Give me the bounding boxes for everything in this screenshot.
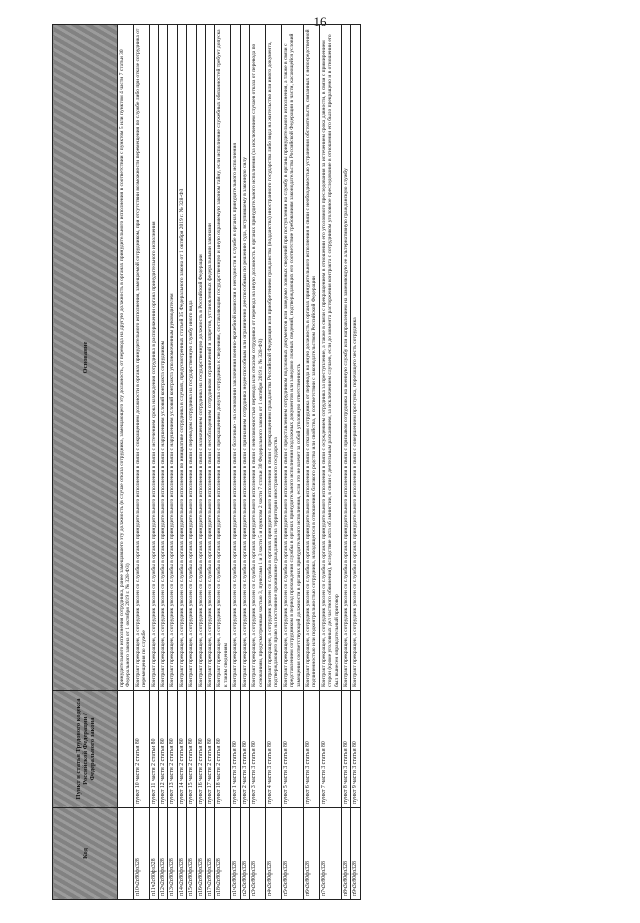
cell-code: п15ч2с80фз328 — [187, 808, 196, 900]
cell-code: п6ч3с80фз328 — [303, 808, 319, 900]
table-row — [351, 25, 360, 900]
table-row — [177, 25, 186, 900]
cell-code: п16ч2с80фз328 — [196, 808, 205, 900]
cell-point: пункт 16 части 2 статьи 80 — [196, 691, 205, 808]
table-row — [319, 25, 341, 900]
cell-point: пункт 5 части 3 статьи 80 — [281, 691, 303, 808]
cell-basis: Контракт прекращен, а сотрудник уволен со службы в органах принудительного исполнения в связи с совершением проступка, порочащего честь сотрудника — [351, 25, 360, 691]
table-row — [265, 25, 281, 900]
cell-code: п8ч3с80фз328 — [341, 808, 350, 900]
cell-basis: Контракт прекращен, а сотрудник уволен со службы в органах принудительного исполнения в связи с нарушением условий контракта уполномоченным руководителем — [168, 25, 177, 691]
table-row — [215, 25, 231, 900]
codes-table — [52, 24, 361, 900]
cell-basis: Контракт прекращен, а сотрудник уволен со службы в органах принудительного исполнения в связи с несоблюдением сотрудником ограничений и запретов, установленных федеральными законами — [206, 25, 215, 691]
table-row — [231, 25, 240, 900]
table-row — [341, 25, 350, 900]
cell-code: п9ч3с80фз328 — [351, 808, 360, 900]
cell-point: пункт 9 части 3 статьи 80 — [351, 691, 360, 808]
table-row — [281, 25, 303, 900]
cell-basis: Контракт прекращен, а сотрудник уволен со службы в органах принудительного исполнения в связи с прекращением допуска сотрудника к сведениям, составляющим государственную и иную охраняемую законом тайну, если исполнение служебных обязанностей требует допуска к таким сведениям — [215, 25, 231, 691]
cell-point — [118, 691, 134, 808]
header-point: Пункт и статья Трудового кодекса Российской Федерации / Федерального закона — [53, 691, 118, 808]
cell-basis: Контракт прекращен, а сотрудник уволен со службы в органах принудительного исполнения в связи с переводом сотрудника на государственную службу иного вида — [187, 25, 196, 691]
cell-code: п2ч3с80фз328 — [240, 808, 249, 900]
cell-point: пункт 4 части 3 статьи 80 — [265, 691, 281, 808]
rotated-table-container — [52, 25, 598, 900]
cell-point: пункт 6 части 3 статьи 80 — [303, 691, 319, 808]
cell-point: пункт 10 части 2 статьи 80 — [133, 691, 149, 808]
cell-basis: Контракт прекращен, а сотрудник уволен со службы в органах принудительного исполнения в связи с невозможностью перевода или отказом сотрудника от перевода на иную должность в органах принудительного исполнения (за исключением случаев отказа от перевода по основаниям, предусмотренным частью 3, пунктами 1 и 3 части 5 и пунктом 2 части 7 статьи 30 Федерального закона от 1 октября 2019 г. № 328-ФЗ) — [250, 25, 266, 691]
cell-basis: Контракт прекращен, а сотрудник уволен со службы в органах принудительного исполнения в связи с отказом сотрудника от перевода на иную должность в органах принудительного исполнения в связи с необходимостью устранения обстоятельств, связанных с непосредственной подчиненностью или подконтрольностью сотрудника, находящегося в отношениях близкого родства или свойства, в соответствии с законодательством Российской Федерации — [303, 25, 319, 691]
table-row — [303, 25, 319, 900]
cell-point: пункт 18 части 2 статьи 80 — [215, 691, 231, 808]
cell-code: п18ч2с80фз328 — [215, 808, 231, 900]
table-row — [149, 25, 158, 900]
cell-code: п4ч3с80фз328 — [265, 808, 281, 900]
cell-code — [118, 808, 134, 900]
cell-code: п12ч2с80фз328 — [159, 808, 168, 900]
cell-point: пункт 14 части 2 статьи 80 — [177, 691, 186, 808]
page-number: 16 — [313, 14, 327, 29]
cell-basis: Контракт прекращен, а сотрудник уволен со службы в органах принудительного исполнения в связи с призывом сотрудника на военную службу или направлением на заменяющую ее альтернативную гражданскую службу — [341, 25, 350, 691]
cell-code: п7ч3с80фз328 — [319, 808, 341, 900]
cell-code: п11ч2с80фз328 — [149, 808, 158, 900]
cell-basis: Контракт прекращен, а сотрудник уволен со службы в органах принудительного исполнения в связи с истечением срока нахождения сотрудника в распоряжении органа принудительного исполнения — [149, 25, 158, 691]
table-row — [187, 25, 196, 900]
header-code: Код — [53, 808, 118, 900]
table-row — [168, 25, 177, 900]
table-row — [133, 25, 149, 900]
table-row — [206, 25, 215, 900]
table-row — [118, 25, 134, 900]
table-row — [250, 25, 266, 900]
cell-basis: Контракт прекращен, а сотрудник уволен со службы в органах принудительного исполнения в связи с сокращением должности в органах принудительного исполнения, замещаемой сотрудником, при отсутствии возможности перемещения по службе либо при отказе сотрудника от перемещения по службе — [133, 25, 149, 691]
cell-basis: Контракт прекращен, а сотрудник уволен со службы в органах принудительного исполнения в связи с нарушением условий контракта сотрудником — [159, 25, 168, 691]
table-row — [196, 25, 205, 900]
cell-basis: Контракт прекращен, а сотрудник уволен со службы в органах принудительного исполнения в связи с представлением сотрудником подложных документов или заведомо ложных сведений при поступлении на службу в органы принудительного исполнения, а также в связи с представлением сотрудником в период прохождения службы в органах принудительного исполнения подложных документов или заведомо ложных сведений, подтверждающих его соответствие требованиям законодательства Российской Федерации в части, касающейся условий замещения соответствующей должности в органах принудительного исполнения, если это не влечет за собой уголовную ответственность — [281, 25, 303, 691]
table-row — [240, 25, 249, 900]
table-row — [159, 25, 168, 900]
cell-basis: Контракт прекращен, а сотрудник уволен со службы в органах принудительного исполнения в связи с признанием сотрудника недееспособным или ограниченно дееспособным по решению суда, вступившему в законную силу — [240, 25, 249, 691]
cell-basis: принудительного исполнения сотрудника, ранее замещавшего эту должность (в случае отказа сотрудника, замещающего эту должность, от перевода на другую должность в органах принудительного исполнения в соответствии с пунктом 5 или пунктом 4 части 7 статьи 30 Федерального закона от 1 октября 2019 г. № 328-ФЗ) — [118, 25, 134, 691]
cell-point: пункт 7 части 3 статьи 80 — [319, 691, 341, 808]
cell-code: п13ч2с80фз328 — [168, 808, 177, 900]
cell-basis: Контракт прекращен, а сотрудник уволен со службы в органах принудительного исполнения в связи с прекращением гражданства Российской Федерации или приобретением гражданства (подданства) иностранного государства либо вида на жительство или иного документа, подтверждающего право на постоянное проживание гражданина на территории иностранного государства — [265, 25, 281, 691]
cell-basis: Контракт прекращен, а сотрудник уволен со службы в органах принудительного исполнения в связи с болезнью - на основании заключения военно-врачебной комиссии о негодности к службе в органах принудительного исполнения — [231, 25, 240, 691]
cell-point: пункт 12 части 2 статьи 80 — [159, 691, 168, 808]
cell-code: п14ч2с80фз328 — [177, 808, 186, 900]
cell-point: пункт 2 части 3 статьи 80 — [240, 691, 249, 808]
cell-basis: Контракт прекращен, а сотрудник уволен со службы в органах принудительного исполнения по инициативе сотрудника в случаях, предусмотренных статьей 35 Федерального закона от 1 октября 2019 г. № 328-ФЗ — [177, 25, 186, 691]
cell-point: пункт 8 части 3 статьи 80 — [341, 691, 350, 808]
cell-point: пункт 3 части 3 статьи 80 — [250, 691, 266, 808]
cell-basis: Контракт прекращен, а сотрудник уволен со службы в органах принудительного исполнения в связи с назначением сотрудника на государственную должность в Российской Федерации — [196, 25, 205, 691]
cell-point: пункт 1 части 3 статьи 80 — [231, 691, 240, 808]
cell-code: п3ч3с80фз328 — [250, 808, 266, 900]
cell-code: п1ч3с80фз328 — [231, 808, 240, 900]
cell-point: пункт 13 части 2 статьи 80 — [168, 691, 177, 808]
cell-basis: Контракт прекращен, а сотрудник уволен со службы в органах принудительного исполнения в связи с осуждением сотрудника за преступление, а также в связи с прекращением в отношении его уголовного преследования за истечением срока давности, в связи с примирением сторон (кроме уголовных дел частного обвинения), вследствие акта об амнистии, в связи с деятельным раскаянием, за исключением случаев, если до момента расторжения контракта с сотрудником уголовное преследование в отношении его было прекращено и в отношении его был вынесен оправдательный приговор — [319, 25, 341, 691]
table-header-row — [53, 25, 118, 900]
header-basis: Основание — [53, 25, 118, 691]
cell-code: п5ч3с80фз328 — [281, 808, 303, 900]
cell-code: п10ч2с80фз328 — [133, 808, 149, 900]
cell-point: пункт 15 части 2 статьи 80 — [187, 691, 196, 808]
cell-point: пункт 17 части 2 статьи 80 — [206, 691, 215, 808]
cell-point: пункт 11 части 2 статьи 80 — [149, 691, 158, 808]
cell-code: п17ч2с80фз328 — [206, 808, 215, 900]
